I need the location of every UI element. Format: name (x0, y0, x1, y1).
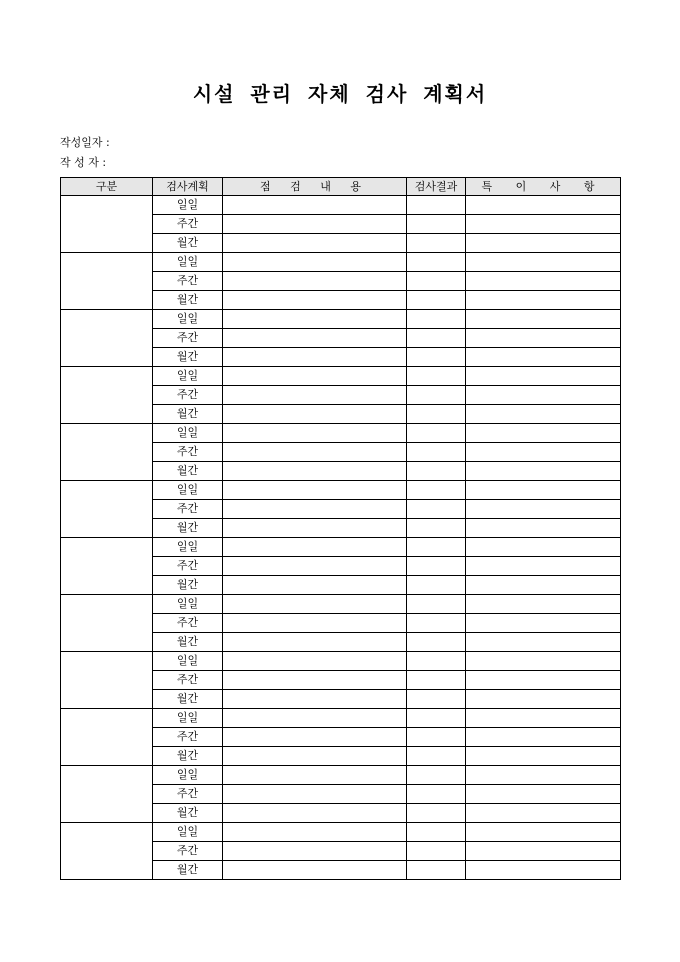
table-row (61, 481, 621, 500)
plan-label-cell: 주간 (153, 671, 223, 690)
content-cell[interactable] (223, 500, 407, 519)
inspection-plan-table (60, 177, 621, 880)
result-cell[interactable] (407, 386, 466, 405)
content-cell[interactable] (223, 253, 407, 272)
plan-label-cell: 월간 (153, 291, 223, 310)
content-cell[interactable] (223, 861, 407, 880)
result-cell[interactable] (407, 291, 466, 310)
category-cell[interactable] (61, 424, 153, 481)
plan-label-cell: 일일 (153, 367, 223, 386)
content-cell[interactable] (223, 367, 407, 386)
remarks-cell[interactable] (466, 576, 621, 595)
plan-label-cell: 일일 (153, 823, 223, 842)
remarks-cell[interactable] (466, 215, 621, 234)
result-cell[interactable] (407, 329, 466, 348)
document-title: 시설 관리 자체 검사 계획서 (192, 82, 488, 106)
remarks-cell[interactable] (466, 861, 621, 880)
result-cell[interactable] (407, 253, 466, 272)
plan-label-cell: 월간 (153, 576, 223, 595)
result-cell[interactable] (407, 861, 466, 880)
remarks-cell[interactable] (466, 747, 621, 766)
category-cell[interactable] (61, 253, 153, 310)
remarks-cell[interactable] (466, 519, 621, 538)
result-cell[interactable] (407, 614, 466, 633)
content-cell[interactable] (223, 234, 407, 253)
result-cell[interactable] (407, 652, 466, 671)
remarks-cell[interactable] (466, 405, 621, 424)
category-cell[interactable] (61, 652, 153, 709)
remarks-cell[interactable] (466, 310, 621, 329)
header-inspection-result: 검사결과 (407, 178, 466, 196)
result-cell[interactable] (407, 747, 466, 766)
plan-label-cell: 주간 (153, 614, 223, 633)
result-cell[interactable] (407, 500, 466, 519)
category-cell[interactable] (61, 481, 153, 538)
result-cell[interactable] (407, 842, 466, 861)
result-cell[interactable] (407, 766, 466, 785)
content-cell[interactable] (223, 842, 407, 861)
plan-label-cell: 주간 (153, 215, 223, 234)
plan-label-cell: 일일 (153, 538, 223, 557)
plan-label-cell: 일일 (153, 196, 223, 215)
content-cell[interactable] (223, 538, 407, 557)
plan-label-cell: 월간 (153, 804, 223, 823)
plan-label-cell: 일일 (153, 253, 223, 272)
result-cell[interactable] (407, 196, 466, 215)
content-cell[interactable] (223, 728, 407, 747)
content-cell[interactable] (223, 576, 407, 595)
plan-label-cell: 일일 (153, 595, 223, 614)
plan-label-cell: 월간 (153, 519, 223, 538)
remarks-cell[interactable] (466, 652, 621, 671)
category-cell[interactable] (61, 823, 153, 880)
author-date-label: 작성일자 : (60, 136, 110, 149)
header-category: 구분 (61, 178, 153, 196)
content-cell[interactable] (223, 614, 407, 633)
plan-label-cell: 주간 (153, 785, 223, 804)
result-cell[interactable] (407, 785, 466, 804)
remarks-cell[interactable] (466, 728, 621, 747)
plan-label-cell: 일일 (153, 766, 223, 785)
content-cell[interactable] (223, 595, 407, 614)
result-cell[interactable] (407, 823, 466, 842)
result-cell[interactable] (407, 557, 466, 576)
header-inspection-content: 점 검 내 용 (223, 178, 407, 196)
result-cell[interactable] (407, 804, 466, 823)
content-cell[interactable] (223, 310, 407, 329)
result-cell[interactable] (407, 576, 466, 595)
content-cell[interactable] (223, 272, 407, 291)
content-cell[interactable] (223, 348, 407, 367)
plan-label-cell: 월간 (153, 462, 223, 481)
content-cell[interactable] (223, 690, 407, 709)
result-cell[interactable] (407, 348, 466, 367)
result-cell[interactable] (407, 481, 466, 500)
plan-label-cell: 일일 (153, 652, 223, 671)
content-cell[interactable] (223, 747, 407, 766)
remarks-cell[interactable] (466, 614, 621, 633)
result-cell[interactable] (407, 443, 466, 462)
result-cell[interactable] (407, 595, 466, 614)
content-cell[interactable] (223, 405, 407, 424)
remarks-cell[interactable] (466, 386, 621, 405)
category-cell[interactable] (61, 367, 153, 424)
table-row (61, 709, 621, 728)
content-cell[interactable] (223, 481, 407, 500)
category-cell[interactable] (61, 310, 153, 367)
content-cell[interactable] (223, 215, 407, 234)
result-cell[interactable] (407, 424, 466, 443)
remarks-cell[interactable] (466, 766, 621, 785)
header-inspection-plan: 검사계획 (153, 178, 223, 196)
content-cell[interactable] (223, 671, 407, 690)
content-cell[interactable] (223, 386, 407, 405)
result-cell[interactable] (407, 234, 466, 253)
plan-label-cell: 월간 (153, 405, 223, 424)
remarks-cell[interactable] (466, 272, 621, 291)
content-cell[interactable] (223, 633, 407, 652)
table-row (61, 253, 621, 272)
table-row (61, 538, 621, 557)
table-row (61, 367, 621, 386)
remarks-cell[interactable] (466, 785, 621, 804)
table-row (61, 310, 621, 329)
result-cell[interactable] (407, 215, 466, 234)
plan-label-cell: 월간 (153, 747, 223, 766)
category-cell[interactable] (61, 709, 153, 766)
plan-label-cell: 주간 (153, 272, 223, 291)
content-cell[interactable] (223, 519, 407, 538)
result-cell[interactable] (407, 272, 466, 291)
plan-label-cell: 일일 (153, 709, 223, 728)
remarks-cell[interactable] (466, 500, 621, 519)
content-cell[interactable] (223, 709, 407, 728)
plan-label-cell: 일일 (153, 310, 223, 329)
category-cell[interactable] (61, 595, 153, 652)
content-cell[interactable] (223, 424, 407, 443)
plan-label-cell: 주간 (153, 443, 223, 462)
remarks-cell[interactable] (466, 842, 621, 861)
content-cell[interactable] (223, 557, 407, 576)
result-cell[interactable] (407, 538, 466, 557)
remarks-cell[interactable] (466, 329, 621, 348)
result-cell[interactable] (407, 519, 466, 538)
remarks-cell[interactable] (466, 443, 621, 462)
plan-label-cell: 월간 (153, 690, 223, 709)
remarks-cell[interactable] (466, 424, 621, 443)
table-row (61, 823, 621, 842)
remarks-cell[interactable] (466, 234, 621, 253)
content-cell[interactable] (223, 329, 407, 348)
table-row (61, 652, 621, 671)
remarks-cell[interactable] (466, 538, 621, 557)
remarks-cell[interactable] (466, 595, 621, 614)
plan-label-cell: 주간 (153, 386, 223, 405)
plan-label-cell: 월간 (153, 633, 223, 652)
result-cell[interactable] (407, 690, 466, 709)
remarks-cell[interactable] (466, 671, 621, 690)
remarks-cell[interactable] (466, 348, 621, 367)
table-row (61, 424, 621, 443)
plan-label-cell: 월간 (153, 234, 223, 253)
content-cell[interactable] (223, 785, 407, 804)
plan-label-cell: 주간 (153, 728, 223, 747)
header-remarks: 특 이 사 항 (466, 178, 621, 196)
table-row (61, 766, 621, 785)
content-cell[interactable] (223, 291, 407, 310)
result-cell[interactable] (407, 462, 466, 481)
remarks-cell[interactable] (466, 291, 621, 310)
content-cell[interactable] (223, 196, 407, 215)
content-cell[interactable] (223, 652, 407, 671)
plan-label-cell: 월간 (153, 348, 223, 367)
category-cell[interactable] (61, 538, 153, 595)
table-header-row (61, 178, 621, 196)
content-cell[interactable] (223, 804, 407, 823)
remarks-cell[interactable] (466, 253, 621, 272)
result-cell[interactable] (407, 310, 466, 329)
result-cell[interactable] (407, 367, 466, 386)
table-row (61, 196, 621, 215)
remarks-cell[interactable] (466, 709, 621, 728)
result-cell[interactable] (407, 671, 466, 690)
plan-label-cell: 일일 (153, 424, 223, 443)
remarks-cell[interactable] (466, 557, 621, 576)
plan-label-cell: 일일 (153, 481, 223, 500)
content-cell[interactable] (223, 462, 407, 481)
result-cell[interactable] (407, 633, 466, 652)
plan-label-cell: 주간 (153, 842, 223, 861)
author-label: 작 성 자 : (60, 156, 107, 169)
category-cell[interactable] (61, 196, 153, 253)
remarks-cell[interactable] (466, 367, 621, 386)
remarks-cell[interactable] (466, 481, 621, 500)
remarks-cell[interactable] (466, 823, 621, 842)
plan-label-cell: 주간 (153, 329, 223, 348)
result-cell[interactable] (407, 728, 466, 747)
remarks-cell[interactable] (466, 196, 621, 215)
remarks-cell[interactable] (466, 804, 621, 823)
remarks-cell[interactable] (466, 462, 621, 481)
result-cell[interactable] (407, 709, 466, 728)
table-row (61, 595, 621, 614)
content-cell[interactable] (223, 823, 407, 842)
remarks-cell[interactable] (466, 633, 621, 652)
plan-label-cell: 주간 (153, 557, 223, 576)
content-cell[interactable] (223, 443, 407, 462)
plan-label-cell: 월간 (153, 861, 223, 880)
category-cell[interactable] (61, 766, 153, 823)
remarks-cell[interactable] (466, 690, 621, 709)
result-cell[interactable] (407, 405, 466, 424)
content-cell[interactable] (223, 766, 407, 785)
plan-label-cell: 주간 (153, 500, 223, 519)
